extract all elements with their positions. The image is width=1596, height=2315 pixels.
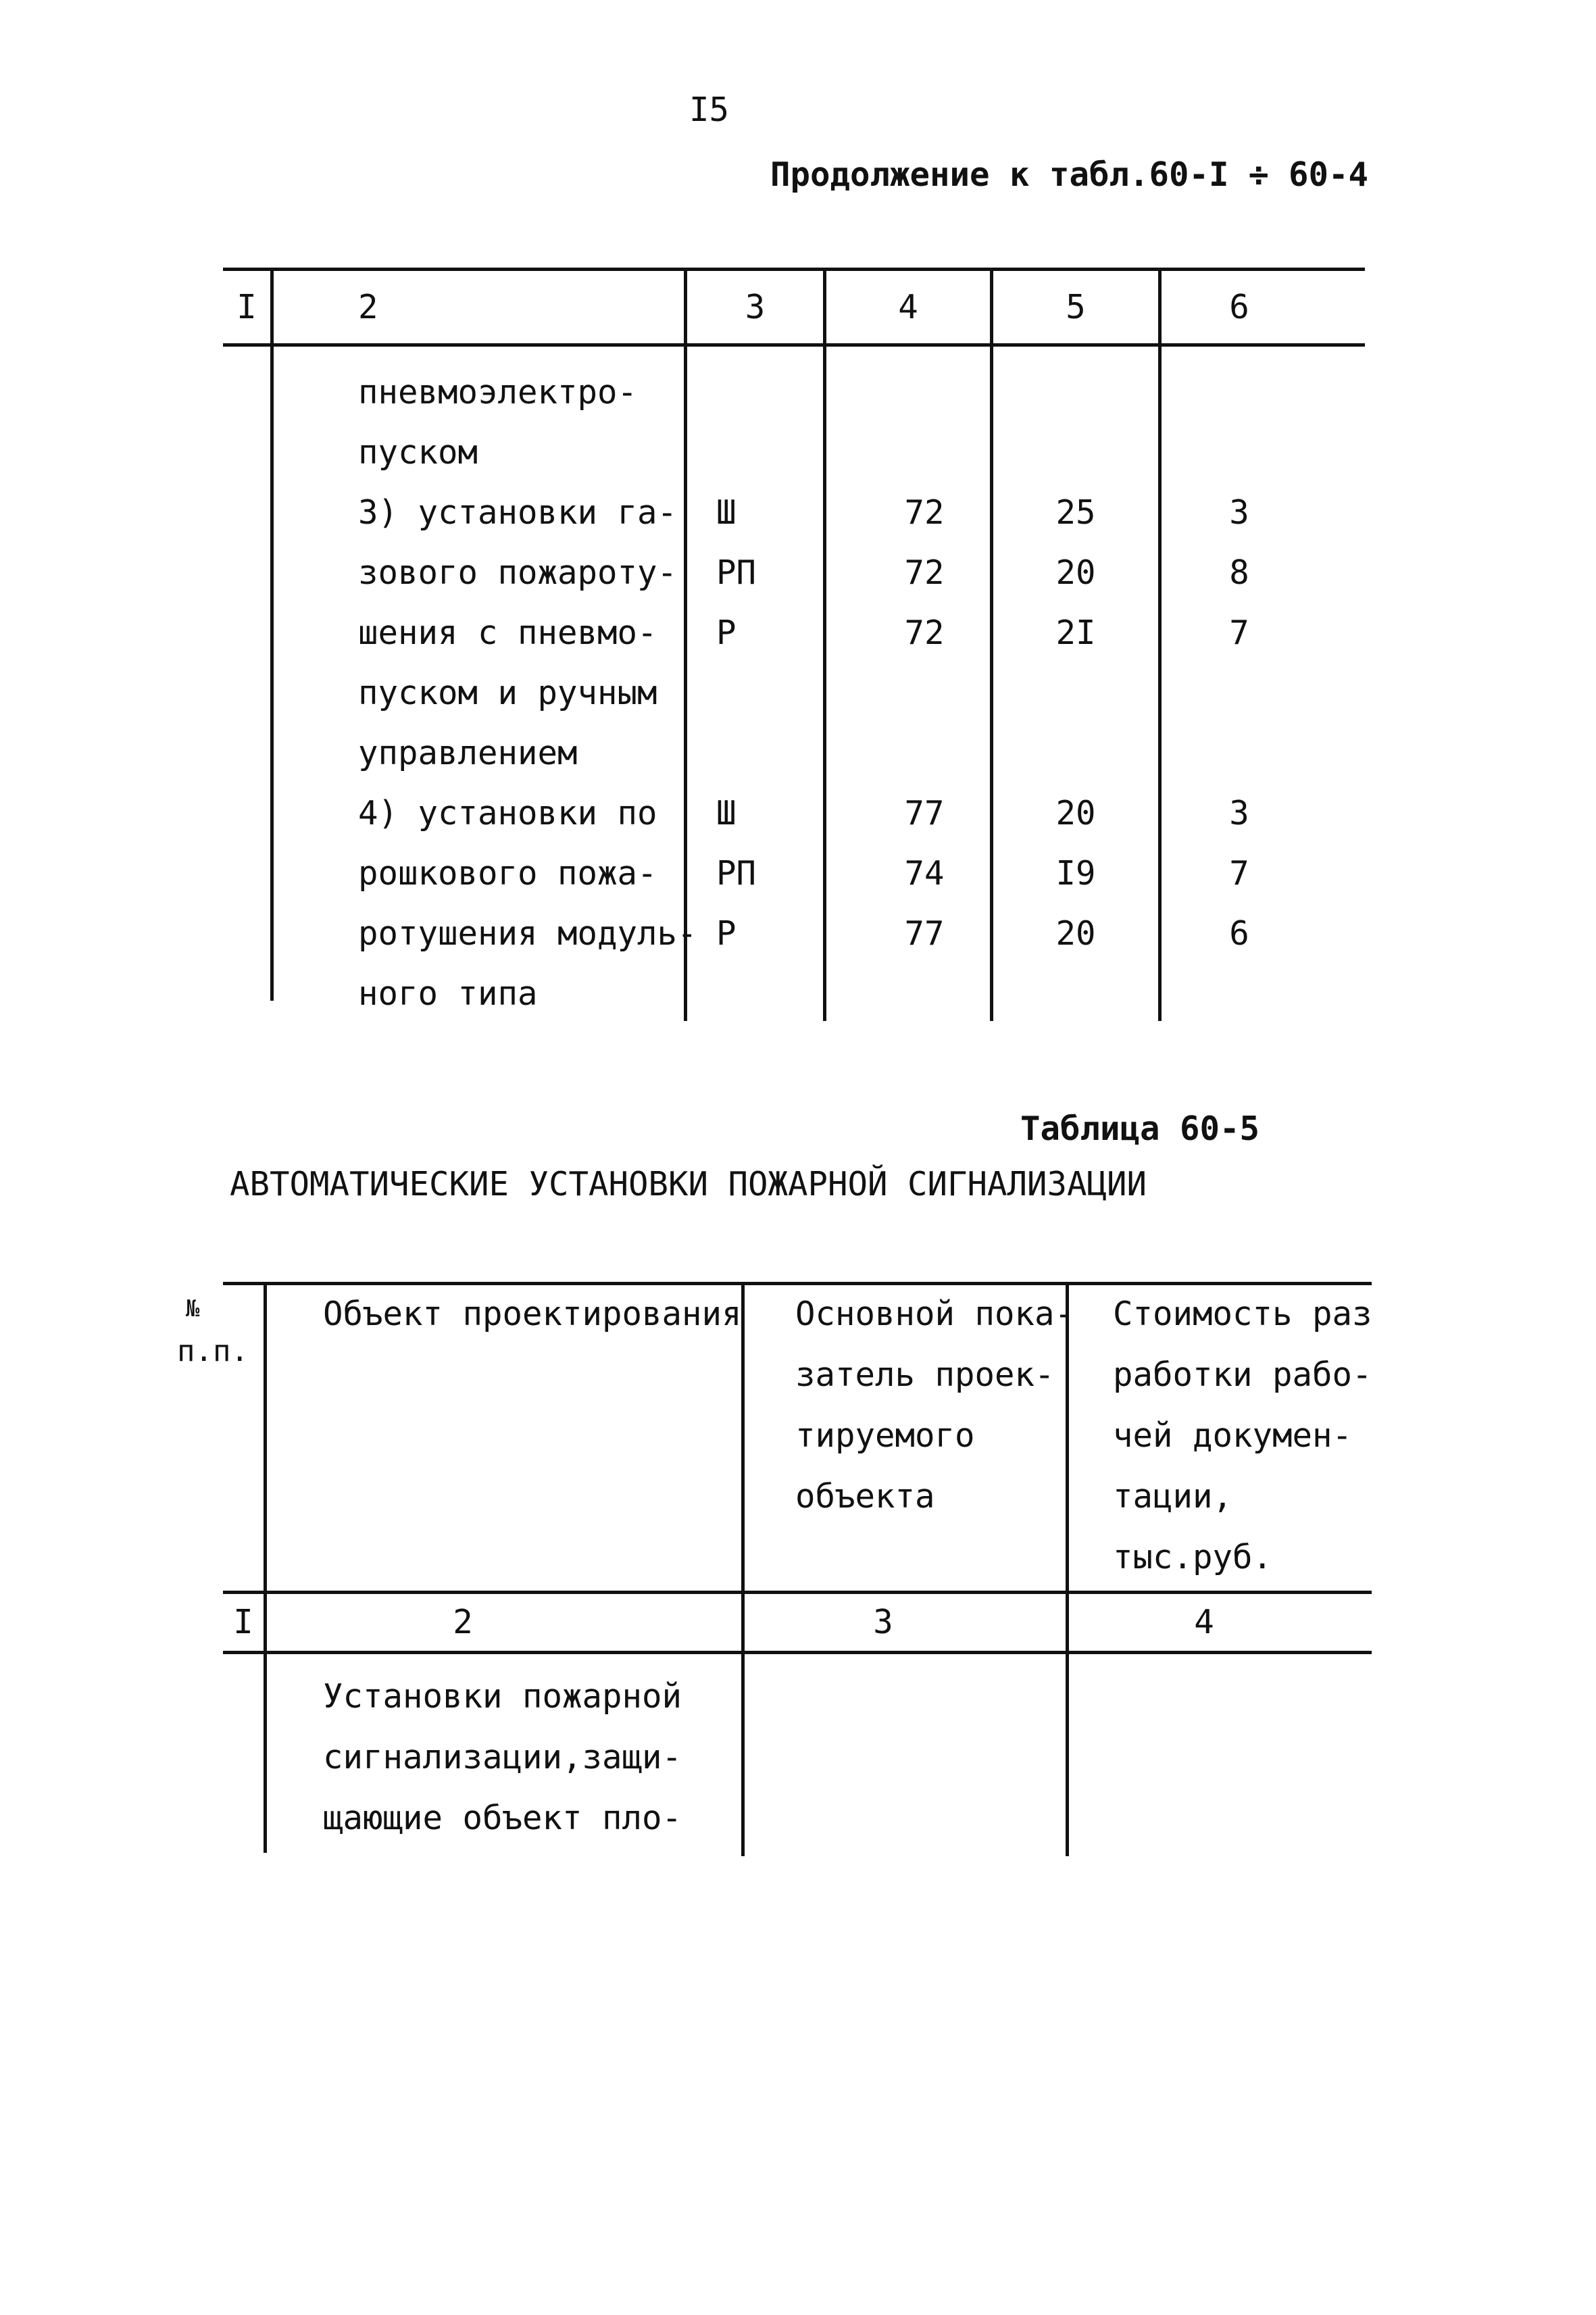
table-1-col-divider <box>270 268 274 1001</box>
table-2-label: Таблица 60-5 <box>1020 1110 1260 1148</box>
table-1-row-text: пуском <box>358 433 478 472</box>
table-1-header-cell: 3 <box>745 288 766 326</box>
continuation-caption: Продолжение к табл.60-I ÷ 60-4 <box>770 155 1369 194</box>
page-number: I5 <box>689 91 730 129</box>
table-2-col4-header: тыс.руб. <box>1113 1538 1273 1576</box>
table-1-row-text: 4) установки по <box>358 794 657 832</box>
table-1-row-value: 7 <box>1229 854 1249 893</box>
table-1-row-value: 72 <box>904 553 945 592</box>
table-1-row-text: 3) установки га- <box>358 493 678 532</box>
table-2-col-divider <box>264 1282 267 1853</box>
table-1-row-value: 77 <box>904 794 945 832</box>
table-1-header-cell: I <box>236 288 257 326</box>
table-2-number-cell: 4 <box>1194 1603 1214 1641</box>
table-1-row-text: ного типа <box>358 974 538 1013</box>
table-1-row-type: Р <box>716 614 737 652</box>
table-2-col4-header: тации, <box>1113 1477 1233 1516</box>
table-1-header-cell: 6 <box>1229 288 1249 326</box>
table-2-col1-header: п.п. <box>177 1334 249 1368</box>
table-1-row-text: пневмоэлектро- <box>358 373 638 412</box>
table-1-top-rule <box>223 268 1365 271</box>
table-1-col-divider <box>684 268 687 1021</box>
table-2-body-line: щающие объект пло- <box>323 1799 682 1837</box>
table-2-col3-header: Основной пока- <box>795 1295 1075 1333</box>
table-2-col4-header: Стоимость раз <box>1113 1295 1372 1333</box>
table-2-top-rule <box>223 1282 1372 1285</box>
table-1-row-value: 3 <box>1229 794 1249 832</box>
table-1-row-value: 77 <box>904 914 945 953</box>
table-1-row-text: шения с пневмо- <box>358 614 657 652</box>
table-1-row-type: Р <box>716 914 737 953</box>
table-1-row-value: 72 <box>904 493 945 532</box>
table-1-row-type: Ш <box>716 493 737 532</box>
table-1-header-rule <box>223 343 1365 347</box>
table-1-row-type: Ш <box>716 794 737 832</box>
table-2-title: АВТОМАТИЧЕСКИЕ УСТАНОВКИ ПОЖАРНОЙ СИГНАЛИЗАЦИИ <box>230 1165 1147 1203</box>
table-1-row-value: 25 <box>1055 493 1096 532</box>
table-1-row-type: РП <box>716 553 757 592</box>
table-1-row-text: зового пожароту- <box>358 553 678 592</box>
table-1-row-text: рошкового пожа- <box>358 854 657 893</box>
table-1-row-text: управлением <box>358 734 578 772</box>
table-1-header-cell: 5 <box>1066 288 1086 326</box>
table-1-header-cell: 4 <box>898 288 918 326</box>
table-2-col2-header: Объект проектирования <box>323 1295 742 1333</box>
table-2-col-divider <box>1066 1282 1069 1856</box>
table-2-col3-header: объекта <box>795 1477 935 1516</box>
table-2-number-cell: I <box>233 1603 253 1641</box>
table-2-header-rule <box>223 1591 1372 1594</box>
table-1-row-value: 20 <box>1055 914 1096 953</box>
table-1-row-value: 6 <box>1229 914 1249 953</box>
table-1-row-value: 72 <box>904 614 945 652</box>
table-1-row-value: 3 <box>1229 493 1249 532</box>
table-1-row-type: РП <box>716 854 757 893</box>
table-1-row-value: 2I <box>1055 614 1096 652</box>
table-2-number-cell: 3 <box>873 1603 893 1641</box>
table-2-col4-header: чей докумен- <box>1113 1416 1353 1455</box>
table-1-row-text: ротушения модуль- <box>358 914 697 953</box>
table-2-col1-header: № <box>186 1295 200 1322</box>
table-1-row-value: 8 <box>1229 553 1249 592</box>
table-1-row-value: 20 <box>1055 794 1096 832</box>
table-2-col3-header: тируемого <box>795 1416 975 1455</box>
table-2-number-cell: 2 <box>453 1603 473 1641</box>
table-1-row-value: I9 <box>1055 854 1096 893</box>
table-1-header-cell: 2 <box>358 288 378 326</box>
table-2-body-line: Установки пожарной <box>323 1677 682 1716</box>
table-2-number-rule <box>223 1651 1372 1654</box>
table-2-col-divider <box>741 1282 745 1856</box>
table-2-body-line: сигнализации,защи- <box>323 1738 682 1776</box>
table-2-col4-header: работки рабо- <box>1113 1355 1372 1394</box>
table-2-col3-header: затель проек- <box>795 1355 1055 1394</box>
table-1-row-value: 74 <box>904 854 945 893</box>
table-1-row-value: 7 <box>1229 614 1249 652</box>
table-1-row-value: 20 <box>1055 553 1096 592</box>
table-1-row-text: пуском и ручным <box>358 674 657 712</box>
